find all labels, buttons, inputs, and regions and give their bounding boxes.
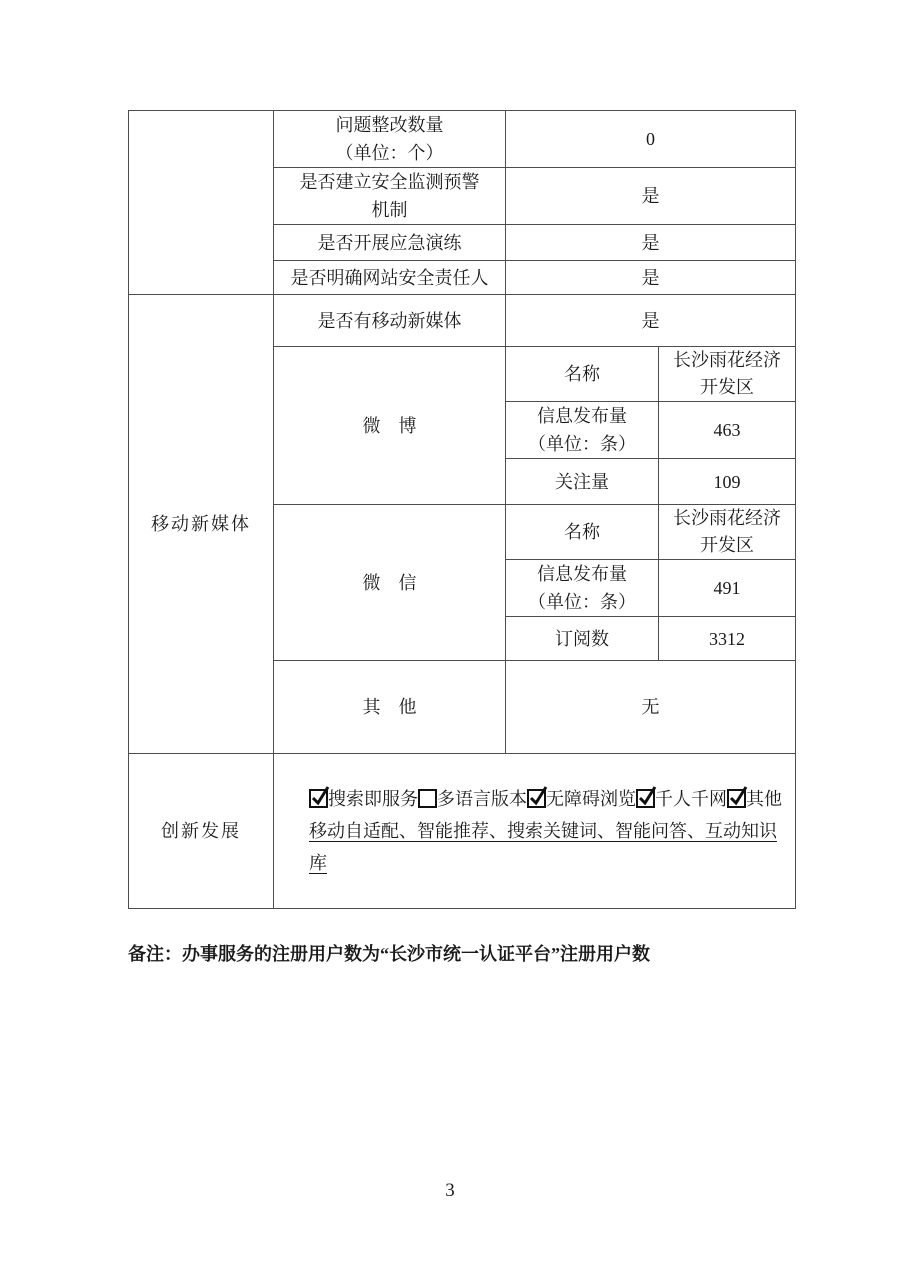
value-weibo-posts: 463: [659, 402, 796, 459]
table-row: [129, 111, 796, 168]
label-wechat-subscribers: 订阅数: [506, 617, 659, 661]
option-label: 多语言版本: [437, 789, 527, 809]
value-weibo-name: 长沙雨花经济开发区: [659, 347, 796, 402]
option-multilingual: [418, 789, 527, 809]
value-issue-rectify-count: 0: [506, 111, 796, 168]
label-emergency-drill: 是否开展应急演练: [274, 225, 506, 261]
category-cell-empty: [129, 111, 274, 295]
value-wechat-posts: 491: [659, 560, 796, 617]
option-label: 其他: [746, 789, 782, 809]
label-weibo-name: 名称: [506, 347, 659, 402]
table-row: [129, 754, 796, 909]
value-security-monitor: 是: [506, 168, 796, 225]
label-has-mobile-media: 是否有移动新媒体: [274, 295, 506, 347]
option-search-as-service: [309, 789, 418, 809]
option-other: [727, 789, 782, 809]
group-weibo: 微 博: [274, 347, 506, 505]
value-wechat-subscribers: 3312: [659, 617, 796, 661]
label-issue-rectify-count: 问题整改数量（单位：个）: [274, 111, 506, 168]
value-wechat-name: 长沙雨花经济开发区: [659, 505, 796, 560]
checkbox-checked-icon[interactable]: [636, 789, 655, 808]
option-personalized: [636, 789, 727, 809]
option-label: 搜索即服务: [328, 789, 418, 809]
label-weibo-followers: 关注量: [506, 459, 659, 505]
value-weibo-followers: 109: [659, 459, 796, 505]
value-has-mobile-media: 是: [506, 295, 796, 347]
checkbox-unchecked-icon[interactable]: [418, 789, 437, 808]
group-wechat: 微 信: [274, 505, 506, 661]
checkbox-checked-icon[interactable]: [727, 789, 746, 808]
checkbox-checked-icon[interactable]: [527, 789, 546, 808]
value-security-responsible: 是: [506, 261, 796, 295]
innovation-options: [309, 783, 789, 815]
label-weibo-posts: 信息发布量（单位：条）: [506, 402, 659, 459]
report-table: [128, 110, 796, 909]
page-number: 3: [445, 1180, 455, 1201]
value-emergency-drill: 是: [506, 225, 796, 261]
label-security-monitor: 是否建立安全监测预警机制: [274, 168, 506, 225]
category-mobile-media: 移动新媒体: [129, 295, 274, 754]
option-label: 无障碍浏览: [546, 789, 636, 809]
innovation-other-detail: 移动自适配、智能推荐、搜索关键词、智能问答、互动知识库: [309, 821, 777, 873]
label-security-responsible: 是否明确网站安全责任人: [274, 261, 506, 295]
footnote: 备注：办事服务的注册用户数为“长沙市统一认证平台”注册用户数: [128, 944, 650, 964]
label-wechat-name: 名称: [506, 505, 659, 560]
innovation-content-cell: [274, 754, 796, 909]
label-wechat-posts: 信息发布量（单位：条）: [506, 560, 659, 617]
option-label: 千人千网: [655, 789, 727, 809]
checkbox-checked-icon[interactable]: [309, 789, 328, 808]
option-accessibility: [527, 789, 636, 809]
label-other-media: 其 他: [274, 661, 506, 754]
value-other-media: 无: [506, 661, 796, 754]
table-row: [129, 295, 796, 347]
category-innovation: 创新发展: [129, 754, 274, 909]
